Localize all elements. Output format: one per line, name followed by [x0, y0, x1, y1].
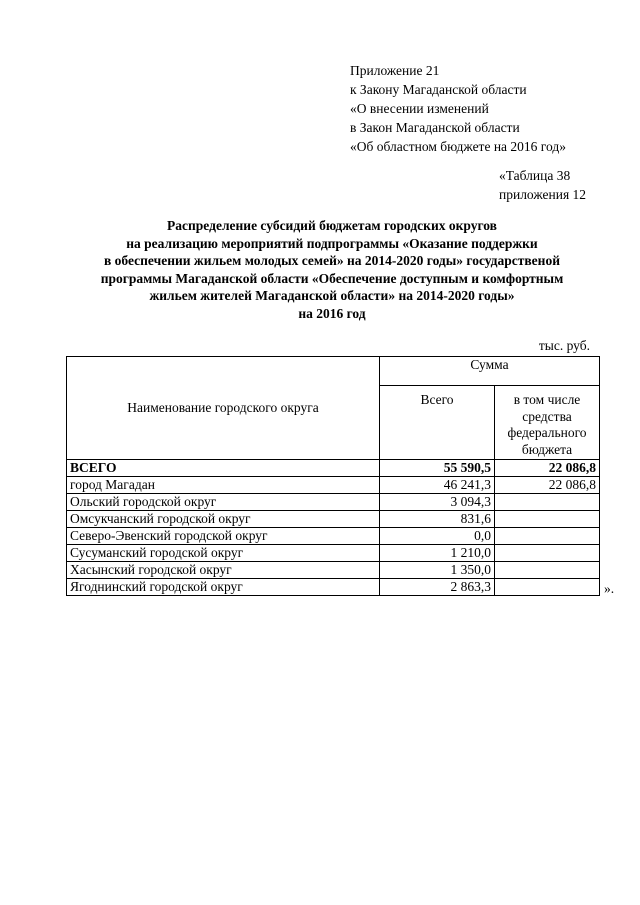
row-name: Хасынский городской округ	[67, 562, 380, 579]
row-name: Ягоднинский городской округ	[67, 579, 380, 596]
title-line: в обеспечении жильем молодых семей» на 2014-2020 годы» государственой	[104, 253, 560, 268]
appendix-line: Приложение 21	[350, 63, 440, 78]
header-total: Всего	[380, 386, 495, 460]
row-total: 46 241,3	[380, 477, 495, 494]
table-reference-line: приложения 12	[499, 187, 587, 202]
document-title	[62, 217, 602, 322]
table-reference-line: «Таблица 38	[499, 168, 571, 183]
row-federal	[495, 579, 600, 596]
row-name: город Магадан	[67, 477, 380, 494]
table-row	[67, 477, 600, 494]
row-name: Сусуманский городской округ	[67, 545, 380, 562]
title-line: на 2016 год	[298, 305, 366, 321]
table-row	[67, 494, 600, 511]
row-federal	[495, 545, 600, 562]
row-federal	[495, 511, 600, 528]
title-line: Распределение субсидий бюджетам городских округов	[167, 218, 497, 233]
row-federal	[495, 494, 600, 511]
row-name: Омсукчанский городской округ	[67, 511, 380, 528]
appendix-reference	[350, 61, 566, 156]
row-name: ВСЕГО	[67, 460, 380, 477]
table-header-row	[67, 357, 600, 386]
row-name: Северо-Эвенский городской округ	[67, 528, 380, 545]
row-total: 0,0	[380, 528, 495, 545]
table-row-total	[67, 460, 600, 477]
table-row	[67, 545, 600, 562]
unit-label: тыс. руб.	[538, 338, 590, 353]
row-federal	[495, 562, 600, 579]
appendix-line: к Закону Магаданской области	[350, 82, 527, 97]
appendix-line: в Закон Магаданской области	[350, 120, 520, 135]
title-line: на реализацию мероприятий подпрограммы «Оказание поддержки	[126, 235, 538, 251]
row-federal	[495, 528, 600, 545]
row-total: 55 590,5	[380, 460, 495, 477]
header-sum: Сумма	[380, 357, 600, 386]
appendix-line: «О внесении изменений	[350, 101, 489, 116]
row-total: 1 350,0	[380, 562, 495, 579]
row-total: 2 863,3	[380, 579, 495, 596]
table-reference	[499, 166, 586, 204]
row-federal: 22 086,8	[495, 477, 600, 494]
row-total: 831,6	[380, 511, 495, 528]
row-total: 3 094,3	[380, 494, 495, 511]
title-line: жильем жителей Магаданской области» на 2014-2020 годы»	[149, 288, 515, 303]
row-federal: 22 086,8	[495, 460, 600, 477]
header-federal: в том числе средства федерального бюджета	[495, 386, 600, 460]
appendix-line: «Об областном бюджете на 2016 год»	[350, 139, 566, 154]
row-name: Ольский городской округ	[67, 494, 380, 511]
subsidy-table	[66, 356, 600, 596]
table-row	[67, 528, 600, 545]
header-name: Наименование городского округа	[67, 357, 380, 460]
table-row	[67, 511, 600, 528]
title-line: программы Магаданской области «Обеспечение доступным и комфортным	[100, 270, 564, 286]
closing-quote: ».	[604, 581, 615, 596]
table-row	[67, 579, 600, 596]
table-row	[67, 562, 600, 579]
row-total: 1 210,0	[380, 545, 495, 562]
